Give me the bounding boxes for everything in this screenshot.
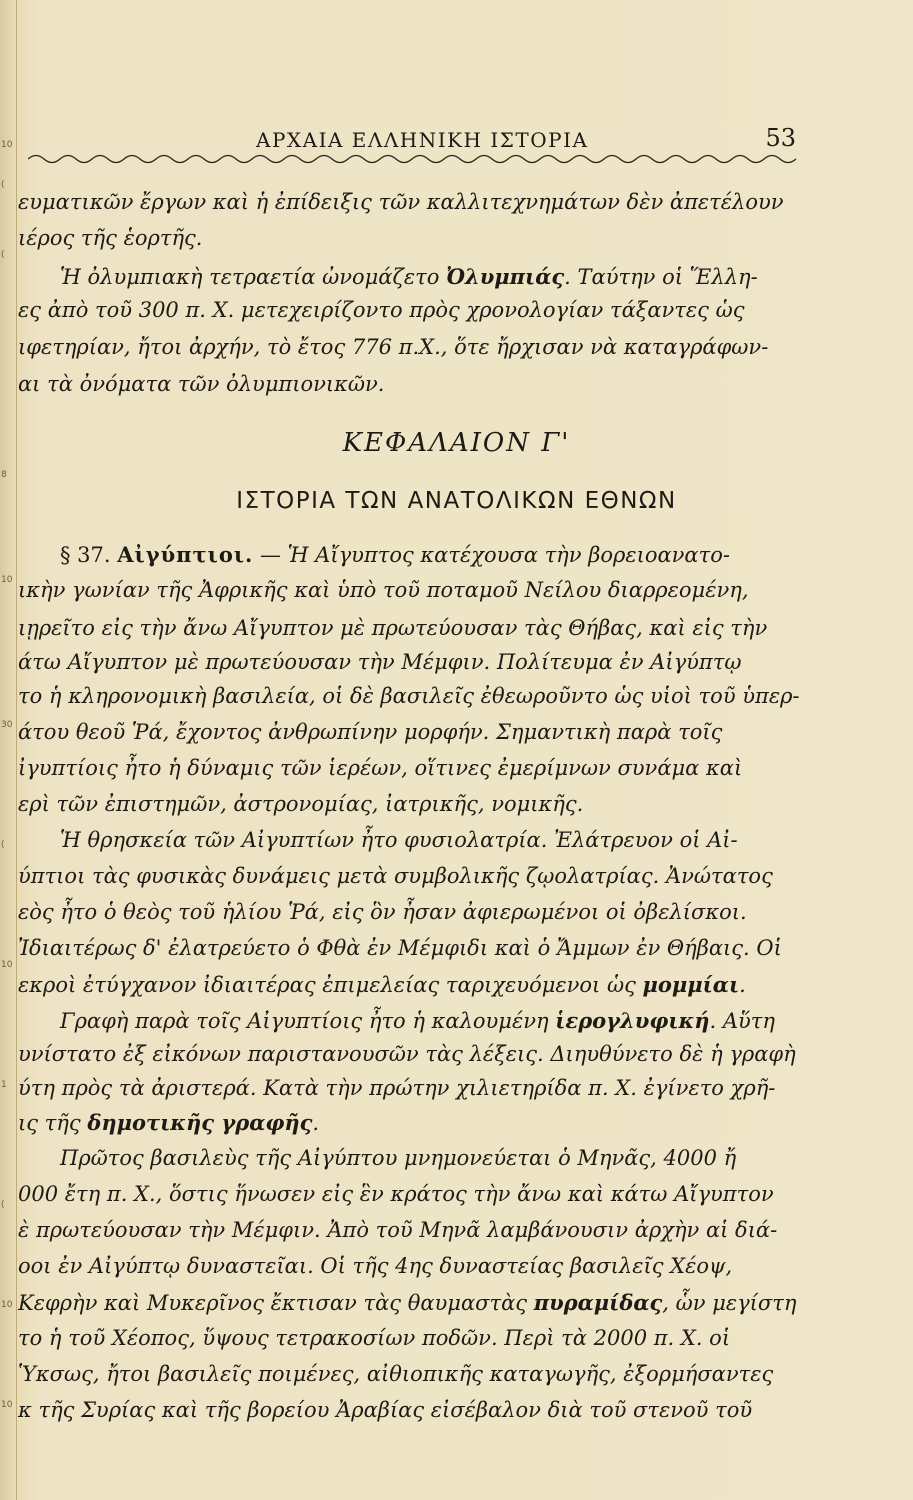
bold-term: μομμίαι: [642, 972, 740, 997]
text-span: , ὧν μεγίστη: [662, 1291, 797, 1315]
text-line: το ἡ τοῦ Χέοπος, ὕψους τετρακοσίων ποδῶν. Περὶ τὰ 2000 π. Χ. οἱ: [18, 1326, 731, 1350]
text-line: εὸς ἦτο ὁ θεὸς τοῦ ἡλίου Ῥά, εἰς ὃν ἦσαν ἀφιερωμένοι οἱ ὀβελίσκοι.: [18, 900, 747, 924]
running-head: [26, 124, 796, 154]
section-heading: Αἰγύπτιοι.: [117, 542, 254, 567]
gutter-mark: 10: [1, 1300, 13, 1310]
gutter-mark: 30: [1, 720, 13, 730]
text-line: ερὶ τῶν ἐπιστημῶν, ἀστρονομίας, ἰατρικῆς, νομικῆς.: [18, 792, 584, 816]
gutter-mark: (: [1, 840, 5, 850]
text-line: υνίστατο ἐξ εἰκόνων παριστανουσῶν τὰς λέξεις. Διηυθύνετο δὲ ἡ γραφὴ: [18, 1042, 796, 1066]
text-line: [60, 266, 758, 288]
text-span: εκροὶ ἐτύγχανον ἰδιαιτέρας ἐπιμελείας ταριχευόμενοι ὡς: [18, 973, 636, 997]
decorative-wavy-rule: [28, 152, 798, 166]
section-dash: —: [259, 543, 281, 567]
text-line: άτου θεοῦ Ῥά, ἔχοντος ἀνθρωπίνην μορφήν. Σημαντικὴ παρὰ τοῖς: [18, 720, 723, 744]
text-line: ιῃρεῖτο εἰς τὴν ἄνω Αἴγυπτον μὲ πρωτεύουσαν τὰς Θήβας, καὶ εἰς τὴν: [18, 616, 768, 640]
text-line: [60, 1010, 775, 1032]
text-span: . Ταύτην οἱ Ἕλλη-: [564, 265, 758, 289]
text-line: ευματικῶν ἔργων καὶ ἡ ἐπίδειξις τῶν καλλιτεχνημάτων δὲν ἀπετέλουν: [18, 190, 784, 214]
text-line: εκροὶ ἐτύγχανον ἰδιαιτέρας ἐπιμελείας ταριχευόμενοι ὡς μομμίαι.: [18, 972, 746, 997]
text-line: ιέρος τῆς ἑορτῆς.: [18, 226, 203, 250]
text-span: Ἡ ὀλυμπιακὴ τετραετία ὠνομάζετο: [60, 265, 440, 289]
gutter-mark: 8: [1, 470, 7, 480]
text-line: αι τὰ ὀνόματα τῶν ὀλυμπιονικῶν.: [18, 372, 385, 396]
chapter-title: ΚΕΦΑΛΑΙΟΝ Γ': [342, 428, 571, 458]
gutter-mark: (: [1, 1200, 5, 1210]
text-line: 000 ἔτη π. Χ., ὅστις ἥνωσεν εἰς ἓν κράτος τὴν ἄνω καὶ κάτω Αἴγυπτον: [18, 1182, 774, 1206]
bold-term: δημοτικῆς γραφῆς: [87, 1110, 313, 1135]
text-line: ὲ πρωτεύουσαν τὴν Μέμφιν. Ἀπὸ τοῦ Μηνᾶ λαμβάνουσιν ἀρχὴν αἱ διά-: [18, 1218, 778, 1242]
chapter-subtitle: ΙΣΤΟΡΙΑ ΤΩΝ ΑΝΑΤΟΛΙΚΩΝ ΕΘΝΩΝ: [236, 488, 677, 514]
text-line: Ἰδιαιτέρως δ' ἐλατρεύετο ὁ Φθὰ ἐν Μέμφιδι καὶ ὁ Ἄμμων ἐν Θήβαις. Οἱ: [18, 936, 782, 960]
gutter-mark: 10: [1, 140, 13, 150]
text-line: Ἡ θρησκεία τῶν Αἰγυπτίων ἦτο φυσιολατρία. Ἐλάτρευον οἱ Αἰ-: [60, 828, 738, 852]
gutter-mark: 1: [1, 1080, 7, 1090]
text-line: οοι ἐν Αἰγύπτῳ δυναστεῖαι. Οἱ τῆς 4ης δυναστείας βασιλεῖς Χέοψ,: [18, 1254, 733, 1278]
text-span: Γραφὴ παρὰ τοῖς Αἰγυπτίοις ἦτο ἡ καλουμένη: [60, 1009, 549, 1033]
gutter-mark: (: [1, 250, 5, 260]
text-line: ύτη πρὸς τὰ ἀριστερά. Κατὰ τὴν πρώτην χιλιετηρίδα π. Χ. ἐγίνετο χρῆ-: [18, 1076, 776, 1100]
text-line: άτω Αἴγυπτον μὲ πρωτεύουσαν τὴν Μέμφιν. Πολίτευμα ἐν Αἰγύπτῳ: [18, 650, 742, 674]
gutter-mark: 10: [1, 1400, 13, 1410]
text-line: ις τῆς δημοτικῆς γραφῆς.: [18, 1110, 320, 1135]
page-number: 53: [765, 124, 796, 152]
text-line: Ὑκσως, ἤτοι βασιλεῖς ποιμένες, αἰθιοπικῆς καταγωγῆς, ἐξορμήσαντες: [18, 1362, 774, 1386]
bold-term: Ὀλυμπιάς: [446, 264, 565, 289]
text-line: [18, 1292, 796, 1314]
running-title: ΑΡΧΑΙΑ ΕΛΛΗΝΙΚΗ ΙΣΤΟΡΙΑ: [256, 128, 589, 152]
text-line: ες ἀπὸ τοῦ 300 π. Χ. μετεχειρίζοντο πρὸς χρονολογίαν τάξαντες ὡς: [18, 298, 745, 322]
gutter-mark: (: [1, 180, 5, 190]
bold-term: ἱερογλυφική: [555, 1008, 710, 1033]
section-number: § 37.: [60, 543, 111, 567]
gutter-mark: 10: [1, 575, 13, 585]
text-span: . Αὕτη: [709, 1009, 775, 1033]
gutter-mark: 10: [1, 960, 13, 970]
text-line: το ἡ κληρονομικὴ βασιλεία, οἱ δὲ βασιλεῖς ἐθεωροῦντο ὡς υἱοὶ τοῦ ὑπερ-: [18, 684, 800, 708]
text-span: Κεφρὴν καὶ Μυκερῖνος ἔκτισαν τὰς θαυμαστὰς: [18, 1291, 528, 1315]
text-line: ικὴν γωνίαν τῆς Ἀφρικῆς καὶ ὑπὸ τοῦ ποταμοῦ Νείλου διαρρεομένη,: [18, 578, 749, 602]
page-gutter: [0, 0, 17, 1500]
text-line: ἰγυπτίοις ἦτο ἡ δύναμις τῶν ἱερέων, οἵτινες ἐμερίμνων συνάμα καὶ: [18, 756, 743, 780]
text-line: ύπτιοι τὰς φυσικὰς δυνάμεις μετὰ συμβολικῆς ζῳολατρίας. Ἀνώτατος: [18, 864, 773, 888]
section-first-line: [60, 542, 730, 567]
bold-term: πυραμίδας: [533, 1290, 663, 1315]
text-line: ιφετηρίαν, ἤτοι ἀρχήν, τὸ ἔτος 776 π.Χ., ὅτε ἤρχισαν νὰ καταγράφων-: [18, 335, 769, 359]
text-span: Ἡ Αἴγυπτος κατέχουσα τὴν βορειοανατο-: [287, 543, 730, 567]
text-span: ις τῆς: [18, 1111, 81, 1135]
text-line: κ τῆς Συρίας καὶ τῆς βορείου Ἀραβίας εἰσέβαλον διὰ τοῦ στενοῦ τοῦ: [18, 1398, 753, 1422]
text-line: Πρῶτος βασιλεὺς τῆς Αἰγύπτου μνημονεύεται ὁ Μηνᾶς, 4000 ἤ: [60, 1146, 737, 1170]
